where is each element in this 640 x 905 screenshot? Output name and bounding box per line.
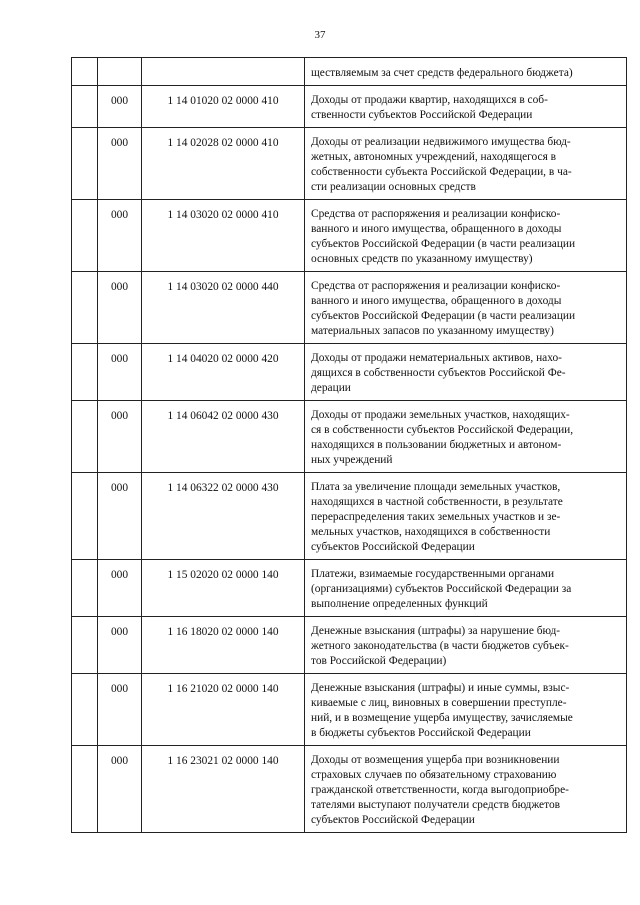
income-name-line: субъектов Российской Федерации (в части реализации [311,238,576,250]
empty-cell [72,746,98,833]
table-row-continuation [72,58,627,86]
table-row [72,272,627,344]
income-code-cell: 1 16 18020 02 0000 140 [142,617,305,674]
income-name-line: тателями выступают получатели средств бюджетов [311,799,561,811]
admin-code-cell: 000 [98,86,142,128]
income-name-line: Доходы от продажи нематериальных активов, нахо- [311,352,562,364]
income-name-cell [305,272,627,344]
income-name-line: Доходы от продажи земельных участков, находящих- [311,409,570,421]
admin-code-cell [98,58,142,86]
empty-cell [72,344,98,401]
admin-code-cell: 000 [98,200,142,272]
income-name-line: выполнение определенных функций [311,598,488,610]
income-name-line: ных учреждений [311,454,393,466]
income-name-line: перераспределения таких земельных участков и зе- [311,511,561,523]
income-name-cell [305,401,627,473]
page-number: 37 [314,29,326,41]
empty-cell [72,200,98,272]
income-name-line: основных средств по указанному имуществу) [311,253,533,265]
admin-code-cell: 000 [98,401,142,473]
income-name-line: жетных, автономных учреждений, находящегося в [311,151,557,163]
empty-cell [72,272,98,344]
income-code-cell: 1 14 06322 02 0000 430 [142,473,305,560]
income-name-line: материальных запасов по указанному имуществу) [311,325,554,337]
income-name-cell [305,58,627,86]
empty-cell [72,560,98,617]
income-name-line: ся в собственности субъектов Российской Федерации, [311,424,574,436]
income-name-line: субъектов Российской Федерации (в части реализации [311,310,576,322]
income-name-line: ванного и иного имущества, обращенного в доходы [311,223,562,235]
income-code-cell: 1 16 23021 02 0000 140 [142,746,305,833]
income-name-line: страховых случаев по обязательному страхованию [311,769,557,781]
income-code-cell: 1 15 02020 02 0000 140 [142,560,305,617]
income-name-line: находящихся в частной собственности, в результате [311,496,563,508]
income-name-cell [305,746,627,833]
empty-cell [72,86,98,128]
table-row [72,473,627,560]
income-name-line: Доходы от продажи квартир, находящихся в соб- [311,94,548,106]
table-row [72,200,627,272]
table-row [72,401,627,473]
table-row [72,746,627,833]
income-name-line: жетного законодательства (в части бюджетов субъек- [311,640,569,652]
income-name-line: находящихся в пользовании бюджетных и автоном- [311,439,562,451]
income-name-line: (организациями) субъектов Российской Федерации за [311,583,572,595]
income-name-line: ственности субъектов Российской Федерации [311,109,533,121]
empty-cell [72,401,98,473]
income-name-cell [305,200,627,272]
empty-cell [72,473,98,560]
income-name-line: субъектов Российской Федерации [311,814,475,826]
admin-code-cell: 000 [98,473,142,560]
income-name-line: Средства от распоряжения и реализации конфиско- [311,280,561,292]
income-code-cell: 1 14 03020 02 0000 440 [142,272,305,344]
income-name-cell [305,560,627,617]
income-code-cell: 1 14 02028 02 0000 410 [142,128,305,200]
income-code-cell: 1 14 01020 02 0000 410 [142,86,305,128]
budget-income-table [71,57,627,833]
income-code-cell: 1 14 06042 02 0000 430 [142,401,305,473]
income-code-cell: 1 14 03020 02 0000 410 [142,200,305,272]
income-name-line: Денежные взыскания (штрафы) за нарушение бюд- [311,625,561,637]
income-name-line: тов Российской Федерации) [311,655,447,667]
income-name-line: дящихся в собственности субъектов Российской Фе- [311,367,566,379]
income-name-cell [305,128,627,200]
income-name-line: Доходы от возмещения ущерба при возникновении [311,754,560,766]
income-name-line: Доходы от реализации недвижимого имущества бюд- [311,136,571,148]
income-name-cell [305,344,627,401]
income-name-line: в бюджеты субъектов Российской Федерации [311,727,531,739]
table-row [72,344,627,401]
income-name-line: киваемые с лиц, виновных в совершении преступле- [311,697,567,709]
table-row [72,617,627,674]
income-name-cell [305,86,627,128]
admin-code-cell: 000 [98,617,142,674]
income-name-line: дерации [311,382,351,394]
income-code-cell: 1 16 21020 02 0000 140 [142,674,305,746]
income-name-line: сти реализации основных средств [311,181,476,193]
income-name-line: субъектов Российской Федерации [311,541,475,553]
admin-code-cell: 000 [98,746,142,833]
empty-cell [72,617,98,674]
income-name-line: Средства от распоряжения и реализации конфиско- [311,208,561,220]
income-name-line: ванного и иного имущества, обращенного в доходы [311,295,562,307]
income-name-cell [305,617,627,674]
admin-code-cell: 000 [98,272,142,344]
admin-code-cell: 000 [98,560,142,617]
income-name-cell [305,674,627,746]
table-row [72,128,627,200]
income-name-line: ществляемым за счет средств федерального бюджета) [311,67,573,79]
empty-cell [72,58,98,86]
income-name-line: ний, и в возмещение ущерба имуществу, зачисляемые [311,712,573,724]
table-row [72,86,627,128]
income-code-cell [142,58,305,86]
income-name-line: Денежные взыскания (штрафы) и иные суммы, взыс- [311,682,570,694]
income-name-line: собственности субъекта Российской Федерации, в ча- [311,166,572,178]
income-name-cell [305,473,627,560]
table-row [72,560,627,617]
income-name-line: Плата за увеличение площади земельных участков, [311,481,561,493]
admin-code-cell: 000 [98,674,142,746]
empty-cell [72,674,98,746]
table-row [72,674,627,746]
income-name-line: Платежи, взимаемые государственными органами [311,568,555,580]
admin-code-cell: 000 [98,344,142,401]
income-name-line: гражданской ответственности, когда выгодоприобре- [311,784,569,796]
income-name-line: мельных участков, находящихся в собственности [311,526,551,538]
admin-code-cell: 000 [98,128,142,200]
income-code-cell: 1 14 04020 02 0000 420 [142,344,305,401]
empty-cell [72,128,98,200]
